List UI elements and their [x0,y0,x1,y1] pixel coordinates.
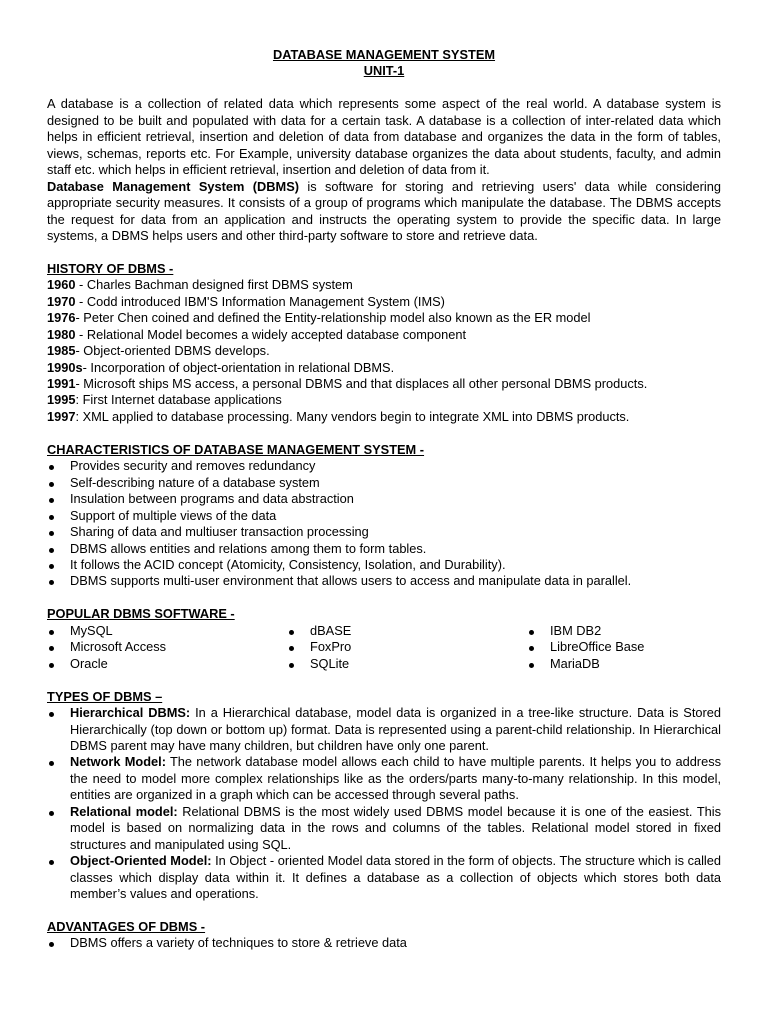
history-item [47,310,721,326]
characteristic-text: It follows the ACID concept (Atomicity, Consistency, Isolation, and Durability). [70,557,506,572]
dbms-type-term: Hierarchical DBMS: [70,705,191,721]
bullet-icon [49,548,54,553]
list-item [47,935,721,951]
bullet-icon [289,663,294,668]
list-item [47,458,721,474]
software-item [47,639,287,655]
dbms-type-text: Relational DBMS is the most widely used DBMS model because it is one of the easiest. This model is based on normalizing data in the rows and columns of the tables. Relational model stored in fixed structures and manipulated using SQL. [70,803,721,852]
types-heading: TYPES OF DBMS – [47,688,163,704]
dbms-type-text: The network database model allows each child to have multiple parents. It helps you to address the need to model more complex relationships like as the orders/parts many-to-many relationship. In this model, entities are organized in a graph which can be accessed through several paths. [70,754,721,803]
history-year: 1985 [47,343,76,359]
list-item [47,541,721,557]
history-item [47,343,721,359]
list-item [47,508,721,524]
history-year: 1976 [47,310,76,326]
history-heading: HISTORY OF DBMS - [47,260,174,276]
history-text: : XML applied to database processing. Many vendors begin to integrate XML into DBMS products. [75,408,630,424]
dbms-type-term: Relational model: [70,803,178,819]
dbms-term: Database Management System (DBMS) [47,178,299,194]
bullet-icon [289,646,294,651]
bullet-icon [49,580,54,585]
history-item [47,294,721,310]
bullet-icon [49,761,54,766]
history-text: - Microsoft ships MS access, a personal DBMS and that displaces all other personal DBMS products. [75,376,648,392]
advantages-section [47,919,721,952]
software-name: IBM DB2 [550,622,602,638]
history-year: 1970 [47,293,76,309]
software-item [287,656,527,672]
software-name: LibreOffice Base [550,639,645,655]
software-name: SQLite [310,655,350,671]
characteristic-text: Insulation between programs and data abstraction [70,491,354,507]
dbms-type-description [70,705,721,754]
bullet-icon [49,663,54,668]
history-item [47,327,721,343]
bullet-icon [49,811,54,816]
history-text: - Relational Model becomes a widely accepted database component [75,326,467,342]
history-year: 1960 [47,277,76,293]
history-item [47,360,721,376]
bullet-icon [49,942,54,947]
characteristic-text: DBMS allows entities and relations among them to form tables. [70,540,427,556]
software-grid [47,623,721,672]
software-column [527,623,721,672]
intro-section [47,96,721,244]
software-item [287,623,527,639]
dbms-type-item [47,853,721,902]
history-year: 1997 [47,408,76,424]
characteristic-text: Provides security and removes redundancy [70,458,316,474]
unit-label: UNIT-1 [363,63,405,79]
list-item [47,491,721,507]
history-text: - Codd introduced IBM'S Information Management System (IMS) [75,293,445,309]
software-name: FoxPro [310,639,352,655]
software-item [527,656,721,672]
dbms-type-item [47,705,721,754]
characteristic-text: Support of multiple views of the data [70,507,277,523]
bullet-icon [49,860,54,865]
software-section [47,606,721,672]
software-item [47,656,287,672]
list-item [47,475,721,491]
intro-paragraph: A database is a collection of related data which represents some aspect of the real world. A database system is designed to be built and populated with data for a certain task. A database is a collection of inter-related data which helps in efficient retrieval, insertion and deletion of data from database and organizes the data in the form of tables, views, schemas, reports etc. For Example, university database organizes the data about students, faculty, and admin staff etc. which helps in efficient retrieval, insertion and deletion of data from it. [47,96,721,178]
bullet-icon [529,646,534,651]
software-item [47,623,287,639]
dbms-definition-paragraph [47,179,721,245]
bullet-icon [49,515,54,520]
history-section [47,261,721,426]
bullet-icon [529,663,534,668]
history-text: - Peter Chen coined and defined the Entity-relationship model also known as the ER model [75,310,591,326]
bullet-icon [49,498,54,503]
software-item [527,639,721,655]
history-year: 1991 [47,376,76,392]
history-year: 1990s [47,359,83,375]
dbms-type-term: Object-Oriented Model: [70,853,212,869]
characteristic-text: Self-describing nature of a database system [70,474,320,490]
characteristics-heading: CHARACTERISTICS OF DATABASE MANAGEMENT SYSTEM - [47,441,425,457]
history-text: - Charles Bachman designed first DBMS system [75,277,353,293]
advantages-heading: ADVANTAGES OF DBMS - [47,918,206,934]
history-text: : First Internet database applications [75,392,282,408]
bullet-icon [49,531,54,536]
dbms-type-item [47,804,721,853]
dbms-definition-text: is software for storing and retrieving users' data while considering appropriate security measures. It consists of a group of programs which manipulate the database. The DBMS accepts the request for data from an application and instructs the operating system to provide the specific data. In large systems, a DBMS helps users and other third-party software to store and retrieve data. [47,178,721,243]
history-item [47,392,721,408]
software-name: dBASE [310,622,352,638]
bullet-icon [49,564,54,569]
document-title: DATABASE MANAGEMENT SYSTEM [272,47,496,62]
software-name: Oracle [70,655,108,671]
bullet-icon [49,465,54,470]
history-year: 1995 [47,392,76,408]
software-column [47,623,287,672]
software-heading: POPULAR DBMS SOFTWARE - [47,606,235,622]
software-column [287,623,527,672]
list-item [47,573,721,589]
characteristic-text: DBMS supports multi-user environment that allows users to access and manipulate data in parallel. [70,573,632,589]
dbms-type-description [70,754,721,803]
advantage-text: DBMS offers a variety of techniques to store & retrieve data [70,935,407,951]
bullet-icon [49,482,54,487]
dbms-type-description [70,853,721,902]
characteristic-text: Sharing of data and multiuser transaction processing [70,524,369,540]
dbms-type-text: In Object - oriented Model data stored in the form of objects. The structure which is called classes which display data within it. It defines a database as a collection of objects which stores both data member’s values and operations. [70,853,722,902]
dbms-type-text: In a Hierarchical database, model data is organized in a tree-like structure. Data is Stored Hierarchically (top down or bottom up) format. Data is represented using a parent-child relationship. In Hierarchical DBMS parent may have many children, but children have only one parent. [70,705,721,753]
types-section [47,689,721,903]
bullet-icon [49,630,54,635]
list-item [47,557,721,573]
history-item [47,376,721,392]
history-year: 1980 [47,326,76,342]
list-item [47,524,721,540]
history-text: - Object-oriented DBMS develops. [75,343,270,359]
characteristics-section [47,442,721,590]
dbms-type-description [70,804,721,853]
software-name: MariaDB [550,655,600,671]
history-text: - Incorporation of object-orientation in relational DBMS. [82,359,395,375]
software-name: Microsoft Access [70,639,167,655]
dbms-type-term: Network Model: [70,754,166,770]
history-item [47,409,721,425]
history-item [47,277,721,293]
bullet-icon [289,630,294,635]
bullet-icon [529,630,534,635]
software-name: MySQL [70,622,113,638]
software-item [527,623,721,639]
software-item [287,639,527,655]
bullet-icon [49,712,54,717]
dbms-type-item [47,754,721,803]
bullet-icon [49,646,54,651]
